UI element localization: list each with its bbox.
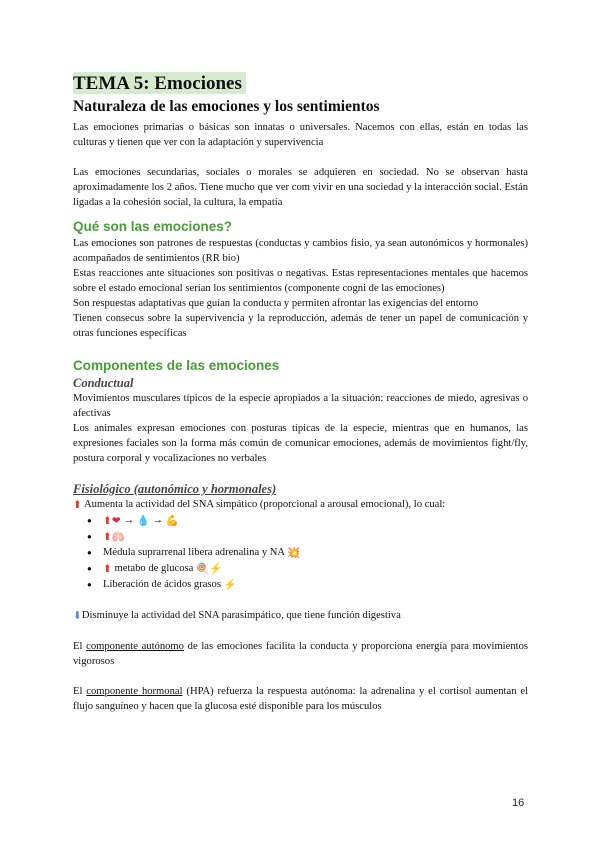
- term-componente-autonomo: componente autónomo: [86, 641, 184, 652]
- autonomo-paragraph: El componente autónomo de las emociones facilita la conducta y proporciona energía para movimientos vigorosos: [73, 641, 528, 667]
- list-item: ● ⬆ metabo de glucosa 🍭⚡: [103, 561, 528, 577]
- arrow-up-icon: ⬆: [103, 564, 112, 575]
- document-page: [73, 72, 528, 714]
- lightning-icon: ⚡: [223, 580, 237, 591]
- intro-paragraph-2: Las emociones secundarias, sociales o morales se adquieren en sociedad. No se observan hasta aproximadamente los 2 años. Tiene mucho que ver com vivir en una sociedad y la interacción social. Están ligadas a la cohesión social, la cultura, la empatía: [73, 167, 528, 208]
- page-number: 16: [512, 797, 525, 809]
- fisiologico-decrease: [73, 608, 528, 624]
- intro-paragraph-1: Las emociones primarias o básicas son innatas o universales. Nacemos con ellas, están en todas las culturas y tienen que ver con la adaptación y supervivencia: [73, 122, 528, 148]
- list-item: [103, 529, 528, 545]
- list-item: ● Médula suprarrenal libera adrenalina y NA 💥: [103, 545, 528, 561]
- section1-paragraph-3: Son respuestas adaptativas que guían la conducta y permiten afrontar las exigencias del entorno: [73, 298, 479, 309]
- page-title: TEMA 5: Emociones: [73, 73, 242, 94]
- muscle-icon: 💪: [165, 516, 179, 527]
- hormonal-paragraph: El componente hormonal (HPA) refuerza la respuesta autónoma: la adrenalina y el cortisol aumentan el flujo sanguíneo y hacen que la glucosa esté disponible para los músculos: [73, 686, 528, 712]
- explosion-icon: 💥: [287, 548, 301, 559]
- increase-text: Aumenta la actividad del SNA simpático (proporcional a arousal emocional), lo cual:: [83, 499, 446, 510]
- conductual-paragraph-2: Los animales expresan emociones con posturas típicas de la especie, mientras que en humanos, las expresiones faciales son la forma más común de comunicar emociones, además de movimientos fight/fly, postura corporal y vocalizaciones no verbales: [73, 423, 528, 464]
- term-componente-hormonal: componente hormonal: [86, 686, 183, 697]
- section1-paragraph-1: Las emociones son patrones de respuestas (conductas y cambios fisio, ya sean autonómicos y hormonales) acompañados de sentimientos (RR bio): [73, 238, 528, 264]
- list-item: ● ⬆❤ → 💧 → 💪: [103, 513, 528, 529]
- fisiologico-increase: [73, 497, 528, 513]
- list-item: ● Liberación de ácidos grasos ⚡: [103, 577, 528, 593]
- title-highlight: [73, 72, 246, 94]
- arrow-up-icon: ⬆: [103, 532, 112, 543]
- arrow-up-icon: ⬆: [103, 516, 112, 527]
- lungs-icon: 🫁: [111, 532, 126, 543]
- heart-icon: ❤: [111, 516, 121, 527]
- conductual-paragraph-1: Movimientos musculares típicos de la especie apropiados a la situación: reacciones de miedo, agresivas o afectivas: [73, 393, 528, 419]
- subheading-conductual: Conductual: [73, 376, 134, 390]
- lightning-icon: ⚡: [209, 564, 223, 575]
- section-heading-que-son: Qué son las emociones?: [73, 219, 233, 234]
- page-subtitle: Naturaleza de las emociones y los sentimientos: [73, 98, 380, 115]
- arrow-down-icon: ⬇: [73, 611, 82, 622]
- section1-paragraph-4: Tienen consecus sobre la supervivencia y la reproducción, además de tener un papel de comunicación y otras funciones específicas: [73, 313, 528, 339]
- arrow-up-icon: ⬆: [73, 500, 82, 511]
- fisiologico-list: [73, 513, 528, 593]
- subheading-fisiologico: Fisiológico (autonómico y hormonales): [73, 482, 277, 496]
- blood-drop-icon: 💧: [136, 516, 150, 527]
- section-heading-componentes: Componentes de las emociones: [73, 358, 280, 373]
- decrease-text: Disminuye la actividad del SNA parasimpático, que tiene función digestiva: [81, 610, 401, 621]
- section1-paragraph-2: Estas reacciones ante situaciones son positivas o negativas. Estas representaciones mentales que hacemos sobre el estado emocional serían los sentimientos (componente cogni de las emociones): [73, 268, 528, 294]
- lollipop-icon: 🍭: [196, 564, 210, 575]
